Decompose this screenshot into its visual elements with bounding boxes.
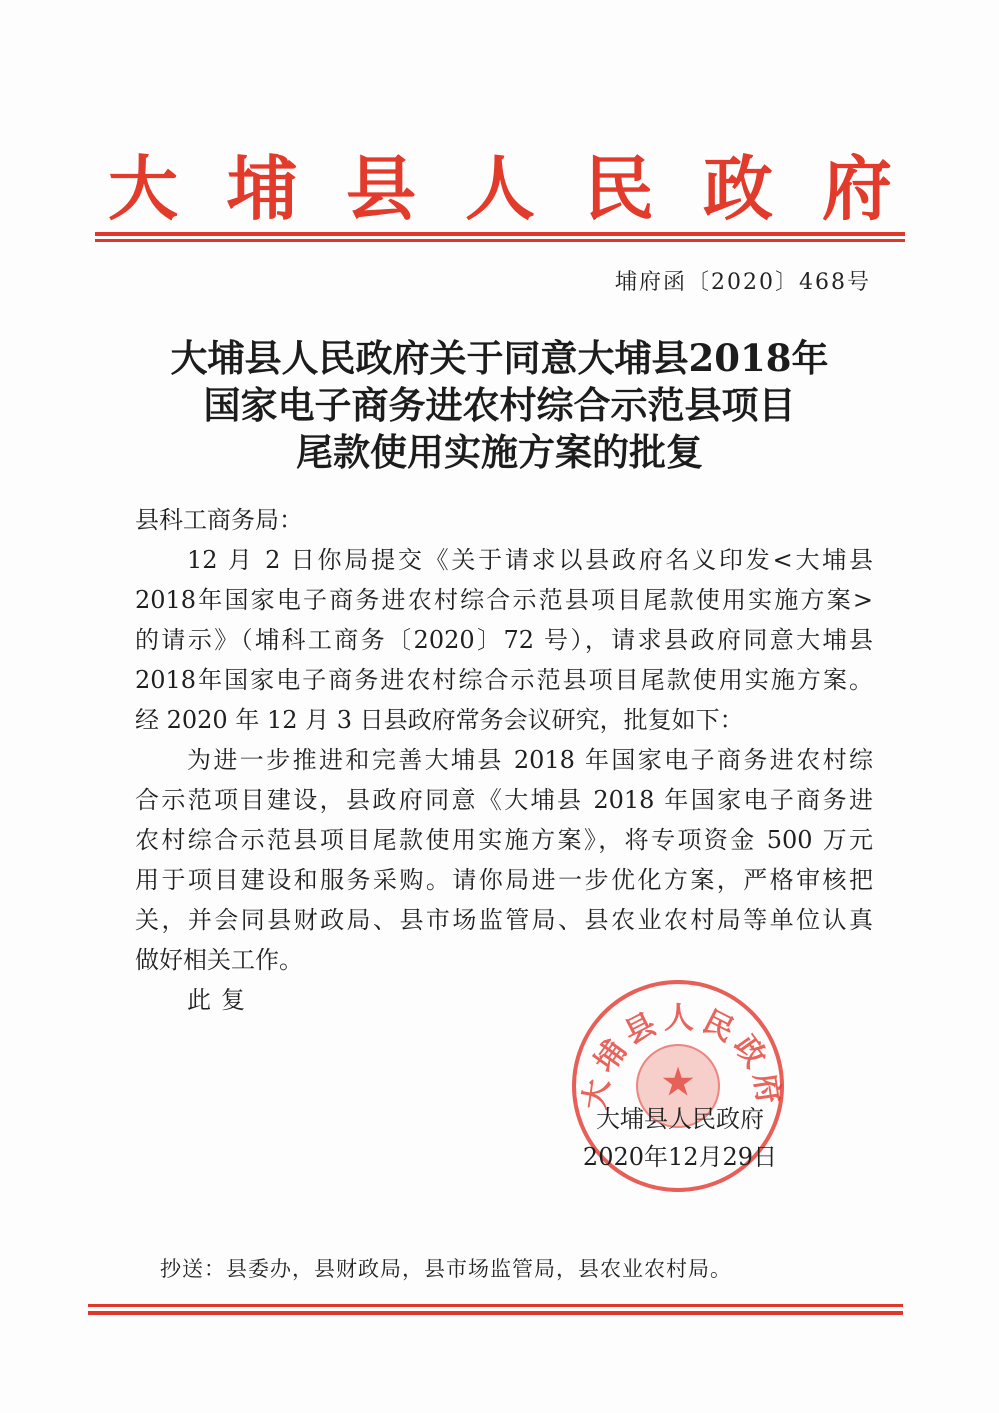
paragraph1-line: 的请示》（埔科工商务〔2020〕72 号），请求县政府同意大埔县 [135,626,873,654]
seal-text: 大埔县人民政府 [577,1000,787,1112]
document-body [135,500,873,1020]
header-divider-thick [95,232,905,236]
paragraph2-line: 做好相关工作。 [135,946,303,974]
paragraph1-line: 2018年国家电子商务进农村综合示范县项目尾款使用实施方案> [135,586,873,614]
paragraph1-line: 经 2020 年 12 月 3 日县政府常务会议研究，批复如下： [135,706,744,734]
agency-header-char: 县 [346,147,416,230]
paragraph2-line: 农村综合示范县项目尾款使用实施方案》，将专项资金 500 万元 [135,826,873,854]
title-line: 大埔县人民政府关于同意大埔县2018年 [170,336,829,380]
agency-header-char: 埔 [227,147,297,230]
title-line: 尾款使用实施方案的批复 [296,430,703,474]
paragraph2-line: 用于项目建设和服务采购。请你局进一步优化方案，严格审核把 [135,866,873,894]
agency-header [95,138,905,228]
issue-date: 2020年12月29日 [582,1143,778,1171]
star-icon: ★ [660,1059,696,1106]
document-number: 埔府函〔2020〕468号 [615,270,871,295]
paragraph2-line: 合示范项目建设，县政府同意《大埔县 2018 年国家电子商务进 [135,786,873,814]
footer-divider-thin [88,1304,903,1307]
agency-header-char: 民 [584,147,654,230]
title-line: 国家电子商务进农村综合示范县项目 [203,383,796,427]
closing-phrase: 此复 [187,986,255,1014]
cc-recipients: 抄送：县委办，县财政局，县市场监管局，县农业农村局。 [160,1257,732,1281]
document-title [0,335,999,476]
paragraph1-line: 2018年国家电子商务进农村综合示范县项目尾款使用实施方案。 [135,666,873,694]
issuer-name: 大埔县人民政府 [596,1105,764,1133]
salutation: 县科工商务局： [135,506,303,534]
header-divider-thin [95,239,905,242]
paragraph2-line: 为进一步推进和完善大埔县 2018 年国家电子商务进农村综 [187,746,873,774]
paragraph2-line: 关，并会同县财政局、县市场监管局、县农业农村局等单位认真 [135,906,873,934]
agency-header-char: 府 [822,147,892,230]
signature-block [560,1100,800,1176]
agency-header-char: 大 [108,147,178,230]
paragraph1-line: 12 月 2 日你局提交《关于请求以县政府名义印发<大埔县 [187,546,873,574]
agency-header-char: 政 [703,147,773,230]
agency-header-char: 人 [465,147,535,230]
footer-divider-thick [88,1311,903,1315]
